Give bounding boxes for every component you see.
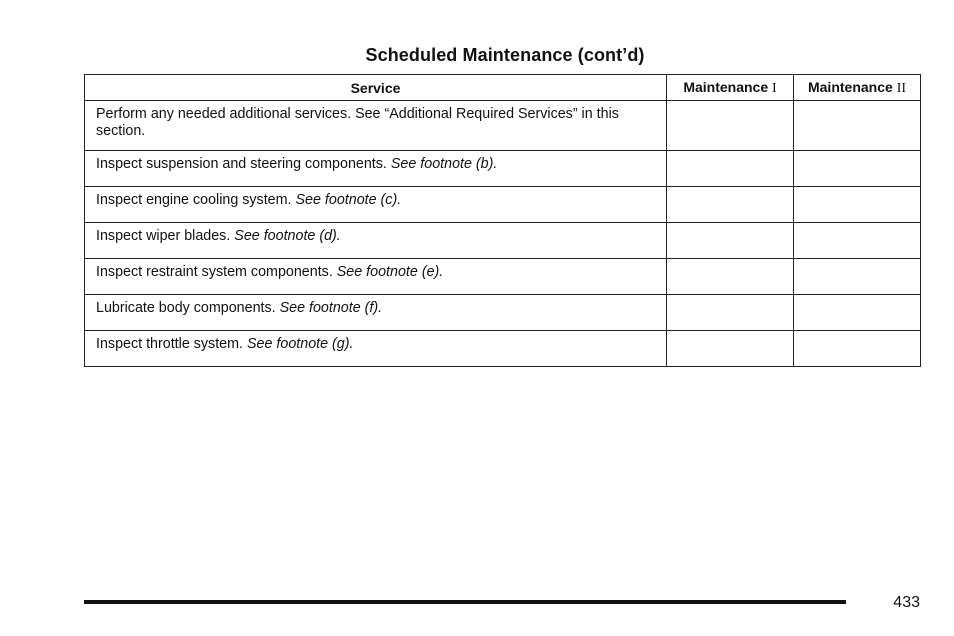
header-maintenance-1: Maintenance I [667, 75, 794, 101]
table-row [85, 151, 921, 187]
table-row [85, 223, 921, 259]
table-row [85, 101, 921, 151]
maintenance-2-cell [794, 259, 921, 295]
footer-rule [84, 600, 846, 604]
maintenance-2-cell [794, 187, 921, 223]
maintenance-2-cell [794, 295, 921, 331]
maintenance-1-cell [667, 187, 794, 223]
table-row [85, 187, 921, 223]
service-cell: Inspect throttle system. See footnote (g). [85, 331, 667, 367]
table-row [85, 259, 921, 295]
table-row [85, 295, 921, 331]
page-number: 433 [893, 594, 920, 611]
maintenance-table [84, 74, 921, 367]
service-cell: Inspect restraint system components. See footnote (e). [85, 259, 667, 295]
maintenance-1-cell [667, 259, 794, 295]
service-cell: Perform any needed additional services. See “Additional Required Services” in this section. [85, 101, 667, 151]
maintenance-2-cell [794, 331, 921, 367]
page-title: Scheduled Maintenance (cont’d) [365, 45, 645, 65]
table-row [85, 331, 921, 367]
service-cell: Lubricate body components. See footnote (f). [85, 295, 667, 331]
header-maintenance-2: Maintenance II [794, 75, 921, 101]
service-cell: Inspect suspension and steering components. See footnote (b). [85, 151, 667, 187]
maintenance-1-cell [667, 151, 794, 187]
maintenance-1-cell [667, 295, 794, 331]
maintenance-2-cell [794, 223, 921, 259]
maintenance-1-cell [667, 331, 794, 367]
header-service: Service [85, 75, 667, 101]
table-header-row [85, 75, 921, 101]
maintenance-1-cell [667, 223, 794, 259]
service-cell: Inspect engine cooling system. See footnote (c). [85, 187, 667, 223]
service-cell: Inspect wiper blades. See footnote (d). [85, 223, 667, 259]
maintenance-1-cell [667, 101, 794, 151]
maintenance-2-cell [794, 101, 921, 151]
maintenance-2-cell [794, 151, 921, 187]
